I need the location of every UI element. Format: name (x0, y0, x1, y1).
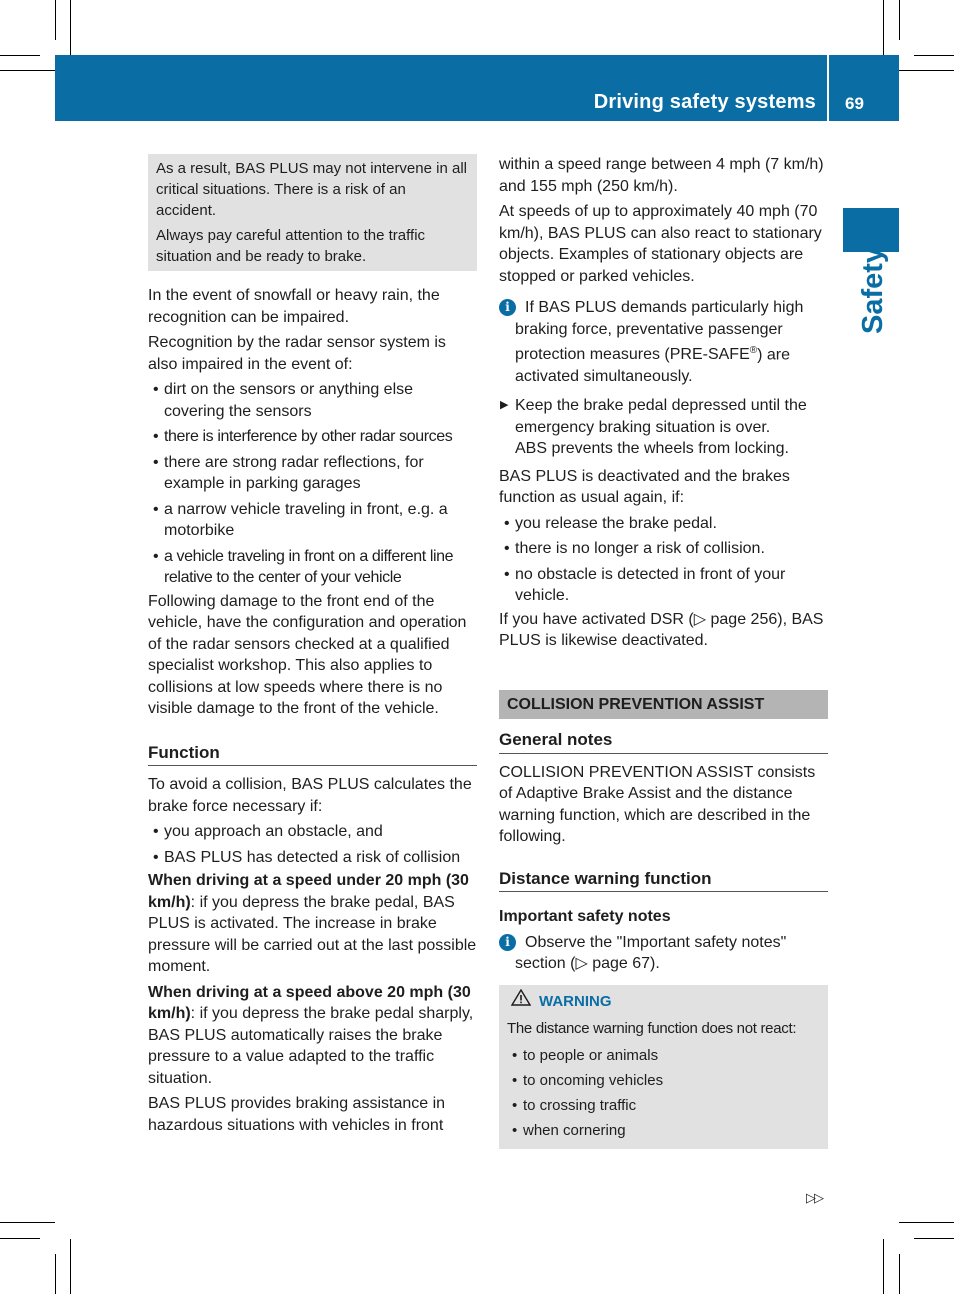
list-item: • BAS PLUS has detected a risk of collision (148, 847, 477, 869)
side-tab-label: Safety (857, 246, 889, 334)
list-item: • a narrow vehicle traveling in front, e.g. a motorbike (148, 499, 477, 542)
crop-mark (70, 1239, 71, 1294)
emphasis: When driving at a speed above 20 mph (30 km/h) (148, 983, 471, 1022)
header-divider (827, 55, 829, 121)
warning-box (499, 985, 828, 1149)
crop-mark (899, 70, 954, 71)
crop-mark (914, 55, 954, 56)
crop-mark (55, 1254, 56, 1294)
crop-mark (70, 0, 71, 55)
list-item: • no obstacle is detected in front of your vehicle. (499, 564, 828, 607)
crop-mark (0, 1238, 40, 1239)
paragraph (148, 982, 477, 1090)
list-item: • to crossing traffic (507, 1095, 820, 1116)
instruction-step (499, 395, 828, 460)
info-text: ) are activated simultaneously. (515, 346, 791, 385)
caution-text: Always pay careful attention to the traffic situation and be ready to brake. (156, 227, 426, 265)
side-tab (843, 208, 899, 252)
continue-mark: ▷▷ (806, 1190, 822, 1205)
distance-warning-heading: Distance warning function (499, 868, 828, 893)
caution-box (148, 154, 477, 271)
list-item: • there is no longer a risk of collision. (499, 538, 828, 560)
bullet-list (148, 821, 477, 868)
crop-mark (0, 70, 55, 71)
paragraph-text: : if you depress the brake pedal, BAS PLUS is activated. The increase in brake pressure will be carried out at the last possible moment. (148, 893, 477, 975)
warning-title (507, 989, 820, 1012)
paragraph: COLLISION PREVENTION ASSIST consists of Adaptive Brake Assist and the distance warning function, which are described in the following. (499, 763, 816, 846)
bullet-list (148, 379, 477, 589)
paragraph (148, 870, 477, 978)
crop-mark (883, 0, 884, 55)
paragraph: At speeds of up to approximately 40 mph (70 km/h), BAS PLUS can also react to stationary objects. Examples of stationary objects are stopped or parked vehicles. (499, 203, 822, 285)
registered-mark: ® (749, 345, 758, 356)
left-column (148, 154, 477, 1140)
crop-mark (0, 55, 40, 56)
list-item: • a vehicle traveling in front on a different line relative to the center of your vehicle (148, 546, 477, 589)
list-item: • you release the brake pedal. (499, 513, 828, 535)
step-result: ABS prevents the wheels from locking. (515, 440, 789, 458)
crop-mark (899, 1254, 900, 1294)
info-note (499, 932, 828, 975)
crop-mark (883, 1239, 884, 1294)
info-text: Observe the "Important safety notes" section (▷ page 67). (515, 933, 787, 973)
function-heading: Function (148, 742, 477, 767)
paragraph: To avoid a collision, BAS PLUS calculates the brake force necessary if: (148, 776, 472, 815)
list-item: • when cornering (507, 1120, 820, 1141)
warning-list (507, 1045, 820, 1141)
list-item: • to oncoming vehicles (507, 1070, 820, 1091)
info-icon: i (499, 934, 516, 951)
right-column (499, 154, 828, 1149)
info-note (499, 297, 828, 387)
list-item: • to people or animals (507, 1045, 820, 1066)
paragraph: If you have activated DSR (▷ page 256), BAS PLUS is likewise deactivated. (499, 610, 824, 650)
paragraph: BAS PLUS is deactivated and the brakes function as usual again, if: (499, 467, 790, 507)
crop-mark (899, 1222, 954, 1223)
info-icon: i (499, 299, 516, 316)
warning-text: The distance warning function does not react: (507, 1019, 797, 1037)
page-number: 69 (845, 94, 864, 113)
list-item: • there is interference by other radar sources (148, 426, 477, 448)
list-item: • dirt on the sensors or anything else covering the sensors (148, 379, 477, 422)
section-title: Driving safety systems (593, 91, 816, 113)
paragraph: In the event of snowfall or heavy rain, the recognition can be impaired. (148, 287, 440, 326)
crop-mark (914, 1238, 954, 1239)
important-safety-notes-heading: Important safety notes (499, 908, 671, 926)
step-arrow-icon: ▶ (500, 399, 509, 412)
paragraph: within a speed range between 4 mph (7 km/h) and 155 mph (250 km/h). (499, 156, 824, 195)
list-item: • you approach an obstacle, and (148, 821, 477, 843)
paragraph-text: : if you depress the brake pedal sharply, BAS PLUS automatically raises the brake pressure to a value adapted to the traffic situation. (148, 1005, 474, 1087)
general-notes-heading: General notes (499, 729, 828, 754)
warning-label: WARNING (539, 992, 612, 1010)
paragraph: Recognition by the radar sensor system is also impaired in the event of: (148, 334, 446, 373)
paragraph: BAS PLUS provides braking assistance in hazardous situations with vehicles in front (148, 1095, 446, 1134)
step-text: Keep the brake pedal depressed until the emergency braking situation is over. (515, 397, 807, 436)
warning-triangle-icon (511, 989, 531, 1012)
paragraph: Following damage to the front end of the vehicle, have the configuration and operation of the radar sensors checked at a qualified specialist workshop. This also applies to collisions at low speeds where there is no visible damage to the front of the vehicle. (148, 592, 467, 717)
caution-text: As a result, BAS PLUS may not intervene in all critical situations. There is a risk of an accident. (156, 160, 467, 219)
bullet-list (499, 513, 828, 607)
info-text: If BAS PLUS demands particularly high braking force, preventative passenger protection measures (PRE-SAFE (515, 299, 804, 364)
emphasis: When driving at a speed under 20 mph (30 km/h) (148, 872, 469, 911)
list-item: • there are strong radar reflections, for example in parking garages (148, 452, 477, 495)
page-header (55, 55, 899, 121)
crop-mark (0, 1222, 55, 1223)
crop-mark (55, 0, 56, 40)
crop-mark (899, 0, 900, 40)
cpa-heading: COLLISION PREVENTION ASSIST (499, 690, 828, 720)
